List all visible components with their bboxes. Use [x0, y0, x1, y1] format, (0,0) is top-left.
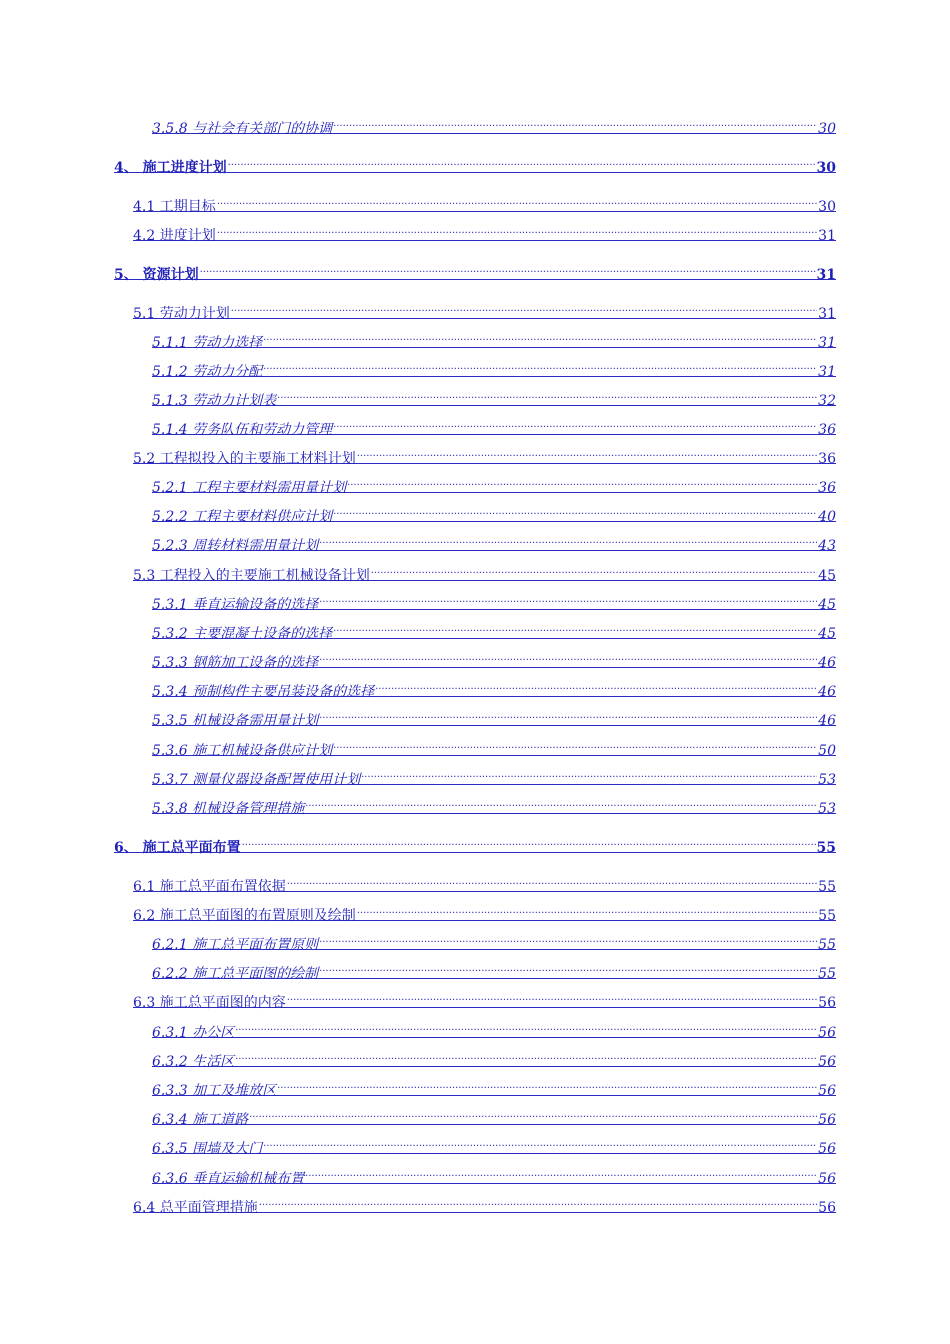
toc-dot-leader [319, 959, 817, 978]
toc-entry-label: 5.3.5 机械设备需用量计划 [152, 713, 319, 729]
toc-entry-page-number: 55 [818, 966, 836, 982]
toc-entry-label: 5.2.1 工程主要材料需用量计划 [152, 480, 347, 496]
toc-entry-label: 6、 施工总平面布置 [114, 840, 241, 856]
toc-entry[interactable] [152, 930, 836, 953]
toc-entry[interactable] [133, 192, 836, 215]
toc-entry-label: 4.1 工期目标 [133, 199, 216, 215]
toc-dot-leader [319, 648, 817, 667]
toc-dot-leader [357, 444, 817, 463]
toc-entry-label: 6.3.2 生活区 [152, 1054, 235, 1070]
toc-entry[interactable] [152, 357, 836, 380]
toc-entry-page-number: 30 [816, 160, 836, 176]
toc-entry-page-number: 56 [818, 1083, 836, 1099]
toc-entry[interactable] [152, 415, 836, 438]
toc-dot-leader [217, 221, 817, 240]
toc-entry[interactable] [152, 1134, 836, 1157]
toc-entry-label: 6.3.1 办公区 [152, 1025, 235, 1041]
toc-entry-label: 6.1 施工总平面布置依据 [133, 879, 286, 895]
toc-entry-label: 5、 资源计划 [114, 267, 199, 283]
toc-entry-page-number: 55 [818, 937, 836, 953]
toc-dot-leader [263, 357, 817, 376]
toc-entry[interactable] [152, 502, 836, 525]
toc-entry[interactable] [152, 959, 836, 982]
toc-dot-leader [263, 328, 817, 347]
toc-entry-label: 5.2.3 周转材料需用量计划 [152, 538, 319, 554]
toc-entry[interactable] [152, 1164, 836, 1187]
toc-entry[interactable] [152, 648, 836, 671]
toc-entry-page-number: 45 [818, 597, 836, 613]
toc-dot-leader [287, 988, 817, 1007]
toc-dot-leader [277, 386, 817, 405]
toc-entry[interactable] [152, 1047, 836, 1070]
toc-entry[interactable] [133, 221, 836, 244]
toc-entry-label: 6.3.3 加工及堆放区 [152, 1083, 277, 1099]
toc-dot-leader [235, 1047, 817, 1066]
toc-entry-page-number: 31 [818, 306, 836, 322]
toc-entry-page-number: 56 [818, 1200, 836, 1216]
toc-entry-page-number: 50 [818, 743, 836, 759]
toc-entry[interactable] [152, 1076, 836, 1099]
toc-entry[interactable] [152, 386, 836, 409]
toc-dot-leader [333, 736, 817, 755]
toc-entry-page-number: 31 [816, 267, 836, 283]
toc-entry[interactable] [152, 706, 836, 729]
toc-entry[interactable] [152, 765, 836, 788]
toc-dot-leader [231, 299, 817, 318]
toc-dot-leader [200, 260, 816, 279]
toc-entry-label: 6.3 施工总平面图的内容 [133, 995, 286, 1011]
toc-entry-label: 6.2 施工总平面图的布置原则及绘制 [133, 908, 356, 924]
toc-entry[interactable] [133, 872, 836, 895]
toc-entry[interactable] [114, 833, 836, 856]
toc-dot-leader [357, 901, 817, 920]
toc-entry-label: 5.3.1 垂直运输设备的选择 [152, 597, 319, 613]
toc-entry-page-number: 46 [818, 713, 836, 729]
toc-dot-leader [242, 833, 816, 852]
toc-entry-label: 5.1 劳动力计划 [133, 306, 230, 322]
toc-entry[interactable] [114, 153, 836, 176]
toc-dot-leader [263, 1134, 817, 1153]
toc-entry-page-number: 56 [818, 995, 836, 1011]
toc-entry-page-number: 56 [818, 1112, 836, 1128]
toc-entry-page-number: 55 [818, 879, 836, 895]
toc-entry[interactable] [152, 473, 836, 496]
toc-entry[interactable] [152, 531, 836, 554]
toc-entry-page-number: 56 [818, 1171, 836, 1187]
toc-dot-leader [305, 1164, 817, 1183]
toc-dot-leader [333, 415, 817, 434]
toc-entry-page-number: 40 [818, 509, 836, 525]
toc-entry-page-number: 31 [818, 228, 836, 244]
toc-entry[interactable] [133, 561, 836, 584]
toc-entry-label: 5.1.3 劳动力计划表 [152, 393, 277, 409]
toc-entry-page-number: 36 [818, 480, 836, 496]
toc-entry-label: 6.3.5 围墙及大门 [152, 1141, 263, 1157]
toc-entry-label: 5.3.3 钢筋加工设备的选择 [152, 655, 319, 671]
toc-dot-leader [277, 1076, 817, 1095]
toc-entry[interactable] [152, 590, 836, 613]
toc-entry[interactable] [114, 260, 836, 283]
toc-entry[interactable] [133, 988, 836, 1011]
toc-entry-page-number: 55 [818, 908, 836, 924]
toc-entry[interactable] [152, 114, 836, 137]
toc-entry[interactable] [152, 1105, 836, 1128]
toc-entry-page-number: 30 [818, 121, 836, 137]
toc-entry-label: 5.3.7 测量仪器设备配置使用计划 [152, 772, 361, 788]
toc-entry-page-number: 45 [818, 568, 836, 584]
toc-dot-leader [333, 114, 817, 133]
toc-entry-page-number: 53 [818, 801, 836, 817]
toc-entry-page-number: 36 [818, 451, 836, 467]
toc-entry-page-number: 31 [818, 364, 836, 380]
toc-entry-label: 5.3 工程投入的主要施工机械设备计划 [133, 568, 370, 584]
toc-entry-label: 5.2.2 工程主要材料供应计划 [152, 509, 333, 525]
toc-entry-page-number: 32 [818, 393, 836, 409]
toc-entry-page-number: 55 [816, 840, 836, 856]
toc-entry[interactable] [133, 444, 836, 467]
toc-entry-label: 5.3.4 预制构件主要吊装设备的选择 [152, 684, 375, 700]
toc-dot-leader [333, 619, 817, 638]
toc-entry[interactable] [152, 677, 836, 700]
toc-entry-page-number: 56 [818, 1025, 836, 1041]
toc-dot-leader [319, 706, 817, 725]
toc-entry[interactable] [152, 328, 836, 351]
toc-entry-label: 5.1.4 劳务队伍和劳动力管理 [152, 422, 333, 438]
toc-entry-label: 5.1.2 劳动力分配 [152, 364, 263, 380]
toc-entry[interactable] [152, 619, 836, 642]
toc-dot-leader [217, 192, 817, 211]
toc-dot-leader [287, 872, 817, 891]
toc-entry-label: 4.2 进度计划 [133, 228, 216, 244]
toc-dot-leader [347, 473, 817, 492]
toc-dot-leader [228, 153, 816, 172]
toc-entry-label: 3.5.8 与社会有关部门的协调 [152, 121, 333, 137]
toc-entry[interactable] [152, 1018, 836, 1041]
toc-dot-leader [235, 1018, 817, 1037]
toc-dot-leader [333, 502, 817, 521]
toc-entry-label: 6.4 总平面管理措施 [133, 1200, 258, 1216]
toc-dot-leader [319, 590, 817, 609]
toc-dot-leader [249, 1105, 817, 1124]
toc-dot-leader [259, 1193, 817, 1212]
toc-entry-label: 6.3.4 施工道路 [152, 1112, 249, 1128]
toc-entry-page-number: 53 [818, 772, 836, 788]
toc-dot-leader [375, 677, 817, 696]
toc-entry-page-number: 56 [818, 1054, 836, 1070]
toc-dot-leader [371, 561, 817, 580]
toc-entry-page-number: 46 [818, 684, 836, 700]
toc-entry-page-number: 36 [818, 422, 836, 438]
toc-entry-page-number: 31 [818, 335, 836, 351]
toc-dot-leader [361, 765, 817, 784]
toc-entry-label: 5.3.8 机械设备管理措施 [152, 801, 305, 817]
toc-entry[interactable] [133, 901, 836, 924]
toc-entry-label: 4、 施工进度计划 [114, 160, 227, 176]
toc-entry-page-number: 43 [818, 538, 836, 554]
toc-entry[interactable] [133, 299, 836, 322]
toc-dot-leader [305, 794, 817, 813]
toc-entry-label: 5.3.6 施工机械设备供应计划 [152, 743, 333, 759]
toc-entry-label: 5.3.2 主要混凝土设备的选择 [152, 626, 333, 642]
toc-entry-label: 5.1.1 劳动力选择 [152, 335, 263, 351]
toc-entry-label: 6.3.6 垂直运输机械布置 [152, 1171, 305, 1187]
toc-dot-leader [319, 531, 817, 550]
toc-entry-page-number: 30 [818, 199, 836, 215]
toc-entry-page-number: 46 [818, 655, 836, 671]
toc-entry-page-number: 45 [818, 626, 836, 642]
toc-dot-leader [319, 930, 817, 949]
toc-entry-label: 5.2 工程拟投入的主要施工材料计划 [133, 451, 356, 467]
toc-entry-label: 6.2.2 施工总平面图的绘制 [152, 966, 319, 982]
toc-entry[interactable] [152, 736, 836, 759]
toc-entry[interactable] [133, 1193, 836, 1216]
toc-entry[interactable] [152, 794, 836, 817]
toc-entry-page-number: 56 [818, 1141, 836, 1157]
toc-entry-label: 6.2.1 施工总平面布置原则 [152, 937, 319, 953]
